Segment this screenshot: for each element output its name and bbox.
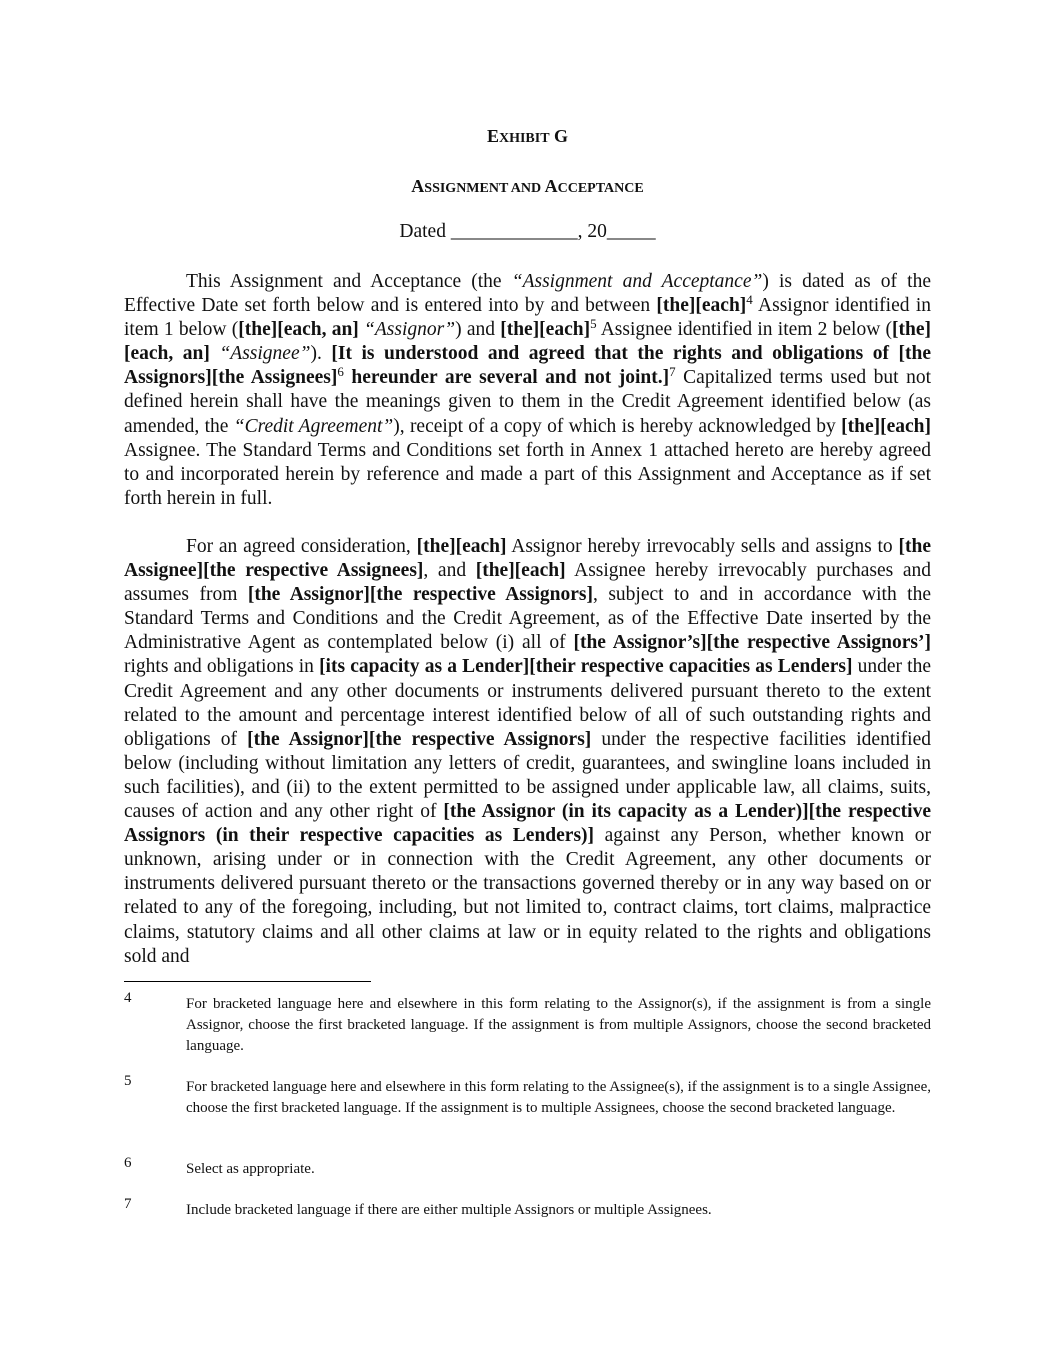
footnote-number: 4 (124, 990, 132, 1006)
footnote-ref-6: 6 (337, 364, 344, 380)
footnote-number: 7 (124, 1196, 132, 1212)
footnote-ref-5: 5 (590, 316, 597, 332)
footnote-ref-7: 7 (669, 364, 676, 380)
footnote-6 (124, 1155, 931, 1180)
document-title: ASSIGNMENT AND ACCEPTANCE (411, 176, 644, 196)
dated-line: Dated _____________, 20_____ (399, 221, 656, 242)
footnote-text: Select as appropriate. (186, 1161, 315, 1177)
footnote-text: For bracketed language here and elsewhere in this form relating to the Assignee(s), if the assignment is to a single Assignee, choose the first bracketed language. If the assignment is to multiple Assignees, choose the second bracketed language. (186, 1079, 931, 1116)
footnote-5 (124, 1073, 931, 1119)
footnote-text: For bracketed language here and elsewhere in this form relating to the Assignor(s), if the assignment is from a single Assignor, choose the first bracketed language. If the assignment is from multiple Assignors, choose the second bracketed language. (186, 996, 931, 1054)
footnote-number: 6 (124, 1155, 132, 1171)
exhibit-heading: EXHIBIT G (486, 126, 569, 146)
paragraph-consideration: For an agreed consideration, [the][each] Assignor hereby irrevocably sells and assigns to [the Assignee][the respective Assignees], and [the][each] Assignee hereby irrevocably purchases and assumes from [the Assignor][the respective Assignors], subject to and in accordance with the Standard Terms and Conditions and the Credit Agreement, as of the Effective Date inserted by the Administrative Agent as contemplated below (i) all of [the Assignor’s][the respective Assignors’] rights and obligations in [its capacity as a Lender][their respective capacities as Lenders] under the Credit Agreement and any other documents or instruments delivered pursuant thereto to the extent related to the amount and percentage interest identified below of all of such outstanding rights and obligations of [the Assignor][the respective Assignors] under the respective facilities identified below (including without limitation any letters of credit, guarantees, and swingline loans included in such facilities), and (ii) to the extent permitted to be assigned under applicable law, all claims, suits, causes of action and any other right of [the Assignor (in its capacity as a Lender)][the respective Assignors (in their respective capacities as Lenders)] against any Person, whether known or unknown, arising under or in connection with the Credit Agreement, any other documents or instruments delivered pursuant thereto or the transactions governed thereby or in any way based on or related to any of the foregoing, including, but not limited to, contract claims, tort claims, malpractice claims, statutory claims and all other claims at law or in equity related to the rights and obligations sold and (124, 536, 932, 967)
footnote-7 (124, 1196, 931, 1221)
footnote-4 (124, 990, 931, 1056)
paragraph-intro: This Assignment and Acceptance (the “Assignment and Acceptance”) is dated as of the Effective Date set forth below and is entered into by and between [the][each]$^4$ Assignor identified in item 1 below ([the][each, an] “Assignor”) and [the][each]$^5$ Assignee identified in item 2 below ([the][each, an] “Assignee”). [It is understood and agreed that the rights and obligations of [the Assignors][the Assignees]$^6$ hereunder are several and not joint.]$^7$ Capitalized terms used but not defined herein shall have the meanings given to them in the Credit Agreement identified below (as amended, the “Credit Agreement”), receipt of a copy of which is hereby acknowledged by [the][each] Assignee. The Standard Terms and Conditions set forth in Annex 1 attached hereto are hereby agreed to and incorporated herein by reference and made a part of this Assignment and Acceptance as if set forth herein in full. (124, 271, 932, 509)
footnote-text: Include bracketed language if there are either multiple Assignors or multiple Assignees. (186, 1202, 712, 1218)
footnote-ref-4: 4 (746, 292, 753, 308)
footnote-separator (124, 981, 371, 982)
footnote-number: 5 (124, 1073, 132, 1089)
